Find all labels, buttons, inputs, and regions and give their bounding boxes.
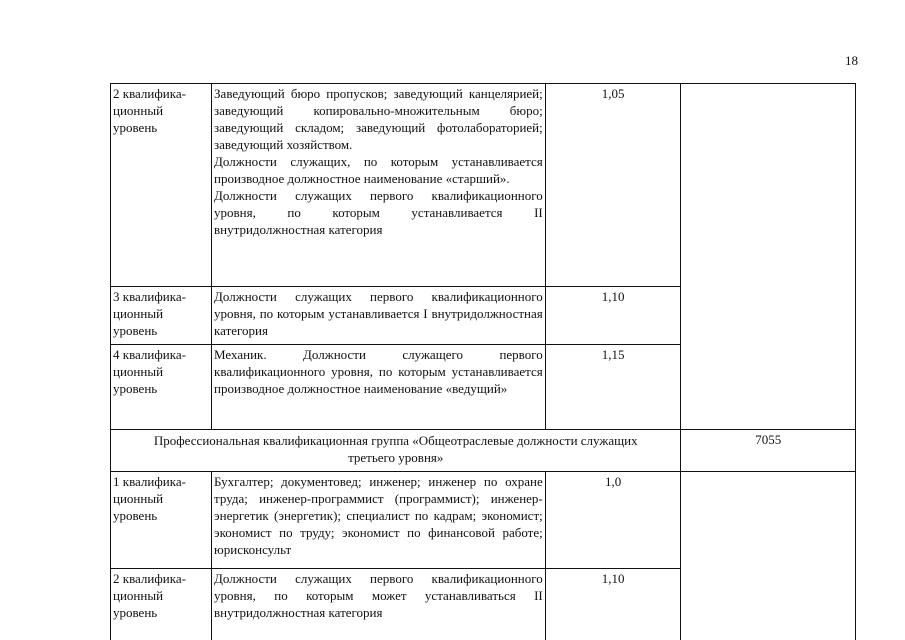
description-paragraph: Заведующий бюро пропусков; заведующий канцелярией; заведующий копировально-множительным бюро; заведующий складом; заведующий фотолабораторией; заведующий хозяйством. [214, 86, 543, 152]
description-paragraph: Должности служащих первого квалификационного уровня, по которым устанавливается I внутридолжностная категория [214, 289, 543, 338]
description-paragraph: Должности служащих, по которым устанавливается производное должностное наименование «старший». [214, 154, 543, 186]
level-text: уровень [113, 605, 158, 620]
level-cell [111, 287, 212, 345]
level-text: уровень [113, 120, 158, 135]
description-paragraph: Должности служащих первого квалификационного уровня, по которым может устанавливаться II внутридолжностная категория [214, 571, 543, 620]
level-text: ционный [113, 103, 164, 118]
level-text: уровень [113, 508, 158, 523]
description-paragraph: Механик. Должности служащего первого квалификационного уровня, по которым устанавливается производное должностное наименование «ведущий» [214, 347, 543, 396]
description-cell [212, 569, 546, 640]
coefficient-cell: 1,05 [545, 84, 681, 287]
table-row [111, 472, 856, 569]
qualification-table [110, 83, 856, 640]
group-salary: 7055 [681, 430, 856, 472]
description-paragraph: Должности служащих первого квалификационного уровня, по которым устанавливается II внутридолжностная категория [214, 188, 543, 237]
level-text: 3 квалифика- [113, 289, 186, 304]
coefficient-cell: 1,15 [545, 345, 681, 430]
coefficient-cell: 1,10 [545, 569, 681, 640]
level-cell [111, 472, 212, 569]
level-text: 2 квалифика- [113, 571, 186, 586]
level-text: ционный [113, 491, 164, 506]
level-text: уровень [113, 381, 158, 396]
salary-cell-empty [681, 84, 856, 430]
page-number: 18 [845, 53, 858, 68]
level-text: ционный [113, 306, 164, 321]
level-text: уровень [113, 323, 158, 338]
level-cell [111, 569, 212, 640]
level-text: ционный [113, 364, 164, 379]
group-header-row [111, 430, 856, 472]
level-text: ционный [113, 588, 164, 603]
description-paragraph: Бухгалтер; документовед; инженер; инженер по охране труда; инженер-программист (программист); инженер-энергетик (энергетик); специалист по кадрам; экономист; экономист по труду; экономист по финансовой работе; юрисконсульт [214, 474, 543, 557]
level-text: 4 квалифика- [113, 347, 186, 362]
table-row [111, 84, 856, 287]
coefficient-cell: 1,0 [545, 472, 681, 569]
description-cell [212, 345, 546, 430]
description-cell [212, 84, 546, 287]
salary-cell-empty [681, 472, 856, 640]
description-cell [212, 287, 546, 345]
qualification-table-wrapper [110, 83, 856, 640]
coefficient-cell: 1,10 [545, 287, 681, 345]
level-text: 2 квалифика- [113, 86, 186, 101]
group-title: Профессиональная квалификационная группа «Общеотраслевые должности служащих третьего уровня» [111, 430, 681, 472]
level-text: 1 квалифика- [113, 474, 186, 489]
level-cell [111, 84, 212, 287]
description-cell [212, 472, 546, 569]
level-cell [111, 345, 212, 430]
